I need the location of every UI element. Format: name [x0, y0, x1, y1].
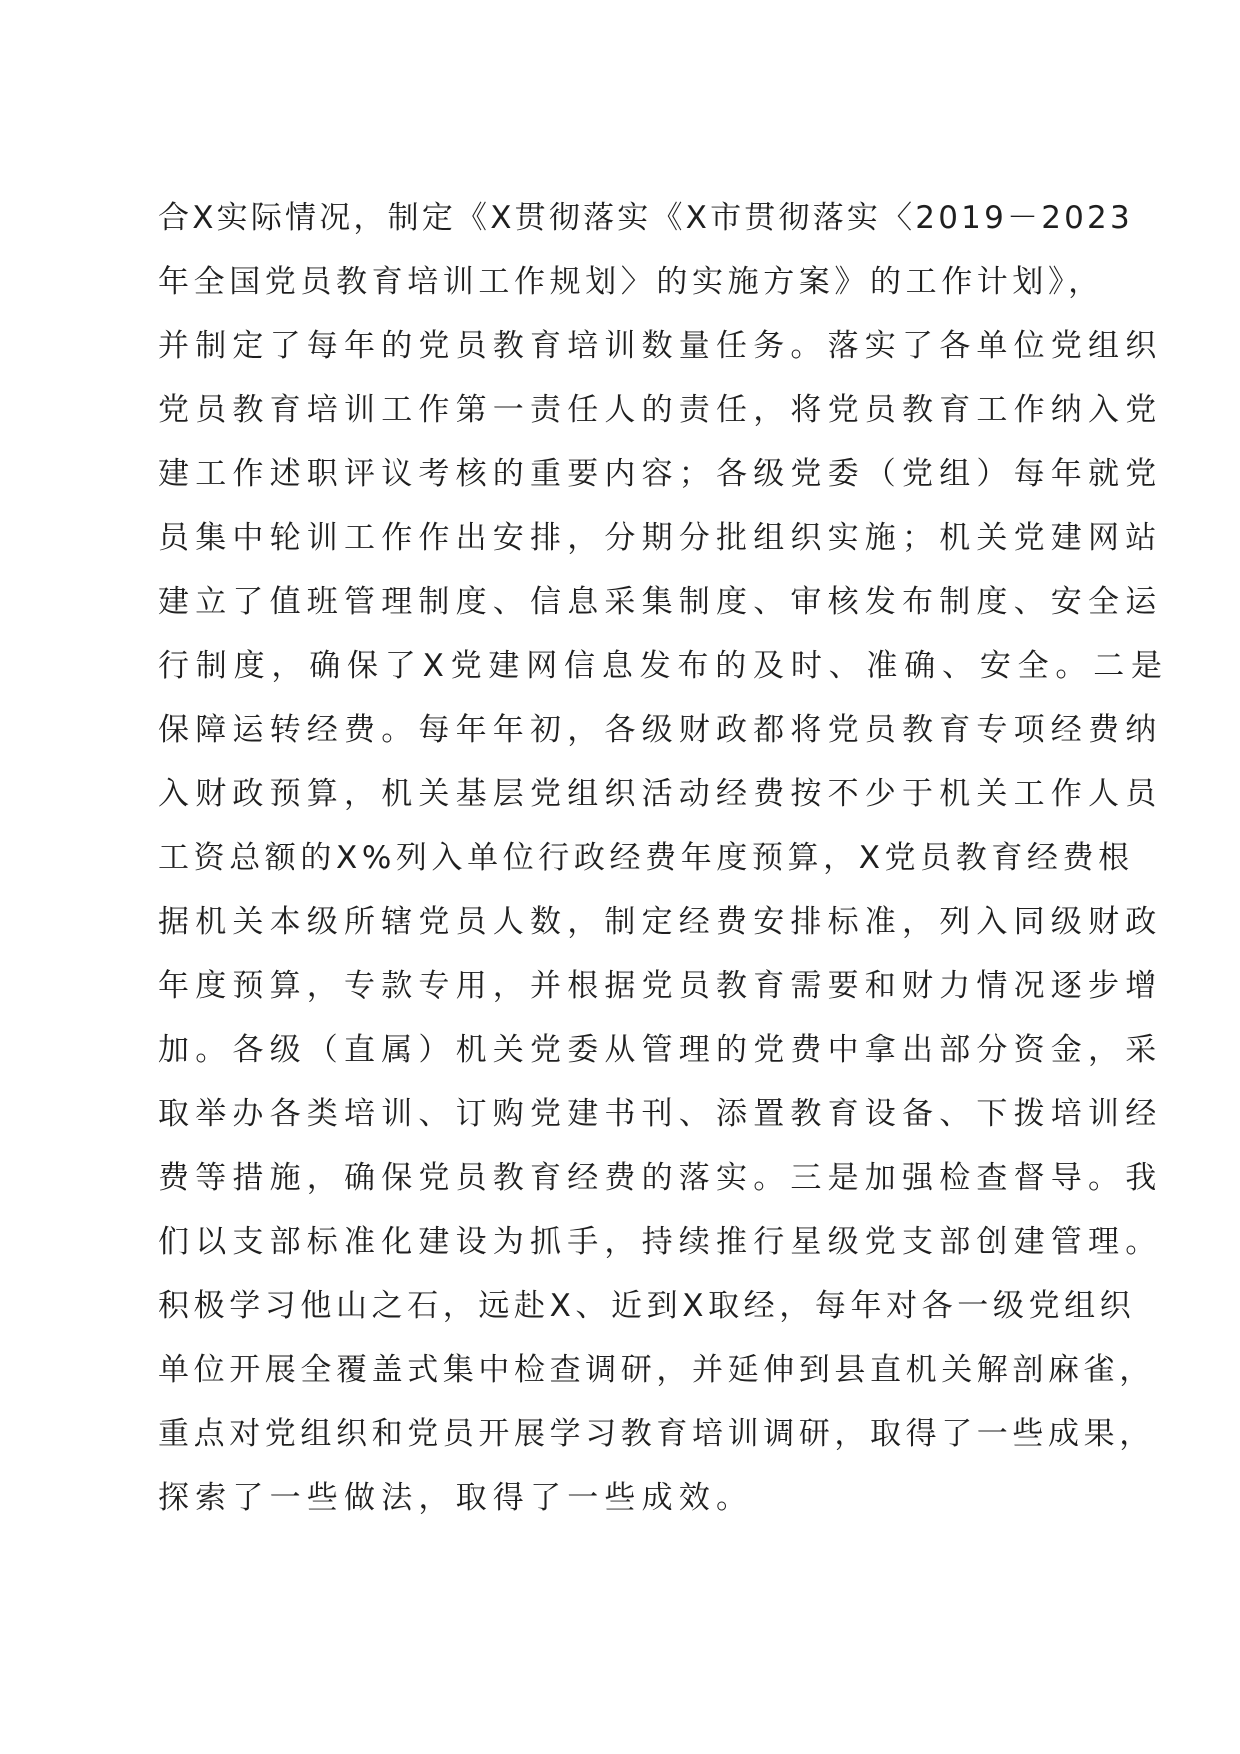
paragraph-line: 行制度，确保了X党建网信息发布的及时、准确、安全。二是: [158, 648, 1169, 684]
paragraph-line: 建工作述职评议考核的重要内容；各级党委（党组）每年就党: [158, 456, 1163, 492]
paragraph-line: 单位开展全覆盖式集中检查调研，并延伸到县直机关解剖麻雀，: [158, 1352, 1155, 1388]
paragraph-line: 建立了值班管理制度、信息采集制度、审核发布制度、安全运: [158, 584, 1163, 620]
paragraph-line: 员集中轮训工作作出安排，分期分批组织实施；机关党建网站: [158, 520, 1163, 556]
paragraph-line: 费等措施，确保党员教育经费的落实。三是加强检查督导。我: [158, 1160, 1163, 1196]
paragraph-line: 工资总额的X%列入单位行政经费年度预算，X党员教育经费根: [158, 840, 1134, 876]
paragraph-line: 并制定了每年的党员教育培训数量任务。落实了各单位党组织: [158, 328, 1163, 364]
paragraph-line: 重点对党组织和党员开展学习教育培训调研，取得了一些成果，: [158, 1416, 1155, 1452]
paragraph-line: 年度预算，专款专用，并根据党员教育需要和财力情况逐步增: [158, 968, 1163, 1004]
paragraph-line: 入财政预算，机关基层党组织活动经费按不少于机关工作人员: [158, 776, 1163, 812]
paragraph-line: 年全国党员教育培训工作规划〉的实施方案》的工作计划》，: [158, 264, 1104, 300]
paragraph-line: 合X实际情况，制定《X贯彻落实《X市贯彻落实〈2019－2023: [158, 200, 1133, 236]
paragraph-line: 们以支部标准化建设为抓手，持续推行星级党支部创建管理。: [158, 1224, 1163, 1260]
paragraph-line: 加。各级（直属）机关党委从管理的党费中拿出部分资金，采: [158, 1032, 1163, 1068]
paragraph-line: 积极学习他山之石，远赴X、近到X取经，每年对各一级党组织: [158, 1288, 1136, 1324]
paragraph-line: 取举办各类培训、订购党建书刊、添置教育设备、下拨培训经: [158, 1096, 1163, 1132]
paragraph-line: 据机关本级所辖党员人数，制定经费安排标准，列入同级财政: [158, 904, 1163, 940]
body-paragraph: [158, 186, 1169, 1530]
paragraph-line: 党员教育培训工作第一责任人的责任，将党员教育工作纳入党: [158, 392, 1163, 428]
paragraph-line: 探索了一些做法，取得了一些成效。: [158, 1480, 754, 1516]
paragraph-line: 保障运转经费。每年年初，各级财政都将党员教育专项经费纳: [158, 712, 1163, 748]
